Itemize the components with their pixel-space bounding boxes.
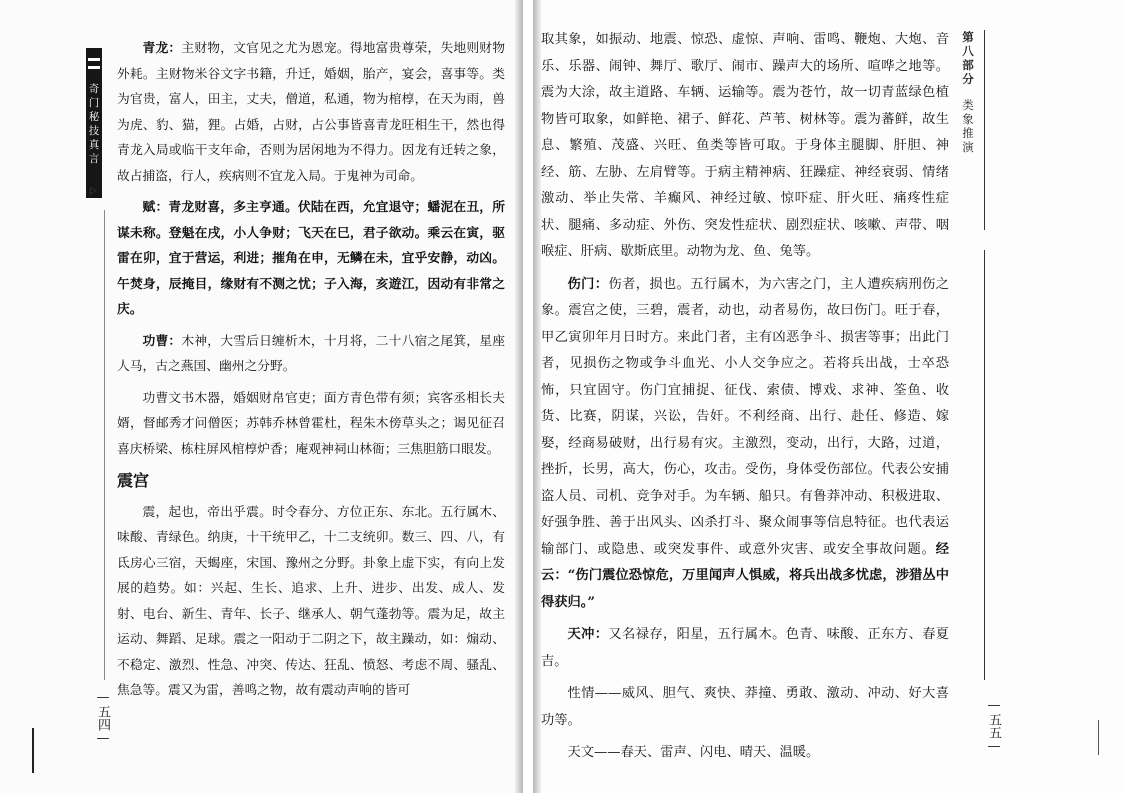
fu-text: 青龙财喜，多主亨通。伏陆在西，允宜退守；蟠泥在丑，所谋未称。登魁在戌，小人争财；飞天在巳，君子欲动。乘云在寅，驱雷在卯，宜于营运，利进；摧角在申，无鳞在未，宜乎安静，动凶。午焚身，辰掩目，缘财有不测之忧；子入海，亥遊江，因动有非常之庆。	[117, 200, 506, 317]
gongcao-lead: 功曹：	[142, 333, 182, 349]
section-title-zhen: 震宫	[117, 471, 150, 490]
shangmen-paragraph	[541, 272, 949, 617]
xingqing-paragraph: 性情——威风、胆气、爽快、莽撞、勇敢、激动、冲动、好大喜功等。	[541, 686, 949, 728]
continued-paragraph: 取其象，如振动、地震、惊恐、虚惊、声响、雷鸣、鞭炮、大炮、音乐、乐器、闹钟、舞厅、歌厅、闹市、躁声大的场所、喧哗之地等。震为大涂，故主道路、车辆、运输等。震为苍竹，故一切青蓝绿色植物皆可取象，如鲜艳、裙子、鲜花、芦苇、树林等。震为蕃鲜，故生息、繁殖、茂盛、兴旺、鱼类等皆可取。于身体主腿脚、肝胆、神经、筋、左胁、左肩臂等。于病主精神病、狂躁症、神经衰弱、情绪激动、举止失常、羊癫风、神经过敏、惊吓症、肝火旺、痛疼性症状、腿痛、多动症、外伤、突发性症状、剧烈症状、咳嗽、声带、咽喉症、肝病、歇斯底里。动物为龙、鱼、兔等。	[541, 32, 949, 259]
right-title-strip	[958, 30, 978, 154]
tianchong-paragraph	[541, 622, 949, 675]
jingyun-lead: 经云：	[541, 541, 949, 583]
right-strip-title: 第八部分	[962, 30, 974, 86]
left-strip-title: 奇门秘技真言	[88, 83, 100, 165]
right-rule	[984, 30, 985, 230]
page-number-left: — 五四 —	[95, 690, 110, 746]
qinglong-lead: 青龙：	[142, 41, 182, 56]
left-rule	[104, 210, 105, 680]
fu-paragraph	[117, 195, 505, 323]
qinglong-text: 主财物，文官见之尤为恩宠。得地富贵尊荣，失地则财物外耗。主财物米谷文字书籍，升迁，婚姻，胎产，宴会，喜事等。类为官贵，富人，田主，丈夫，僧道，私通，物为棺椁，在天为雨，兽为虎、豹、猫，狸。占婚，占财，占公事皆喜青龙旺相生干，然也得青龙入局或临干支年命，否则为居闲地为不得力。因龙有迁转之象，故占捕盗，行人，疾病则不宜龙入局。于鬼神为司命。	[117, 41, 506, 184]
tianchong-lead: 天冲：	[567, 627, 609, 642]
gongcao-text: 木神，大雪后日缠析木，十月将，二十八宿之尾箕，星座人马，古之燕国、幽州之分野。	[117, 333, 506, 374]
zhen-paragraph: 震，起也，帝出乎震。时令春分、方位正东、东北。五行属木、味酸、青绿色。纳庚，十干统甲乙，十二支统卯。数三、四、八，有氐房心三宿，天蝎座，宋国、豫州之分野。卦象上虚下实，有向上发展的趋势。如：兴起、生长、追求、上升、进步、出发、成人、发射、电台、新生、青年、长子、继承人、朝气蓬勃等。震为足，故主运动、舞蹈、足球。震之一阳动于二阴之下，故主躁动，如：煽动、不稳定、激烈、性急、冲突、传达、狂乱、愤怒、考虑不周、骚乱、焦急等。震又为雷，善鸣之物，故有震动声响的皆可	[117, 504, 505, 698]
gongcao-paragraph	[117, 329, 505, 380]
jingyun-text: “伤门震位恐惊危，万里闻声人惧威，将兵出战多忧虑，涉猎丛中得获归。”	[541, 568, 949, 610]
tianwen-paragraph: 天文——春天、雷声、闪电、晴天、温暖。	[567, 745, 820, 760]
right-rule	[984, 250, 985, 680]
gutter-gap	[523, 0, 533, 793]
left-title-strip	[86, 48, 102, 198]
qinglong-paragraph	[117, 36, 505, 189]
strip-band	[88, 58, 100, 61]
tianchong-text: 又名禄存，阳星，五行属木。色青、味酸、正东方、春夏吉。	[541, 627, 949, 669]
strip-band	[88, 66, 100, 69]
page-number-right: — 五五 —	[986, 698, 1001, 754]
fu-lead: 赋：	[142, 200, 169, 215]
right-text-column	[541, 27, 949, 773]
triangle-marker-icon: ▷	[90, 186, 97, 196]
right-strip-subtitle: 类象推演	[962, 98, 974, 154]
scan-artifact-line	[32, 728, 34, 773]
gongcao-detail-paragraph: 功曹文书木器，婚姻财帛官吏；面方青色带有须；宾客丞相长夫婿，督邮秀才问僧医；苏韩乔林曾霍杜，程朱木傍草头之；谒见征召喜庆桥梁、栋柱屏风棺椁炉香；庵观神祠山林衙；三焦胆筋口眼发。	[117, 390, 505, 457]
scan-artifact-line	[1098, 720, 1099, 755]
left-text-column	[117, 36, 505, 710]
shangmen-text: 伤者，损也。五行属木，为六害之门，主人遭疾病刑伤之象。震宫之使，三碧，震者，动也，动者易伤，故曰伤门。旺于春，甲乙寅卯年月日时方。来此门者，主有凶恶争斗、损害等事；出此门者，见损伤之物或争斗血光、小人交争应之。若将兵出战，士卒恐怖，只宜固守。伤门宜捕捉、征伐、索债、博戏、求神、筌鱼、收货、比赛，阴谋，兴讼，告奸。不利经商、出行、赴任、修造、嫁娶，经商易破财，出行易有灾。主激烈，变动，出行，大路，过道，挫折，长男，高大，伤心，攻击。受伤，身体受伤部位。代表公安捕盗人员、司机、竞争对手。为车辆、船只。有鲁莽冲动、积极进取、好强争胜、善于出风头、凶杀打斗、聚众闹事等信息特征。也代表运输部门、或隐患、或突发事件、或意外灾害、或安全事故问题。	[541, 276, 949, 557]
shangmen-lead: 伤门：	[567, 276, 609, 292]
